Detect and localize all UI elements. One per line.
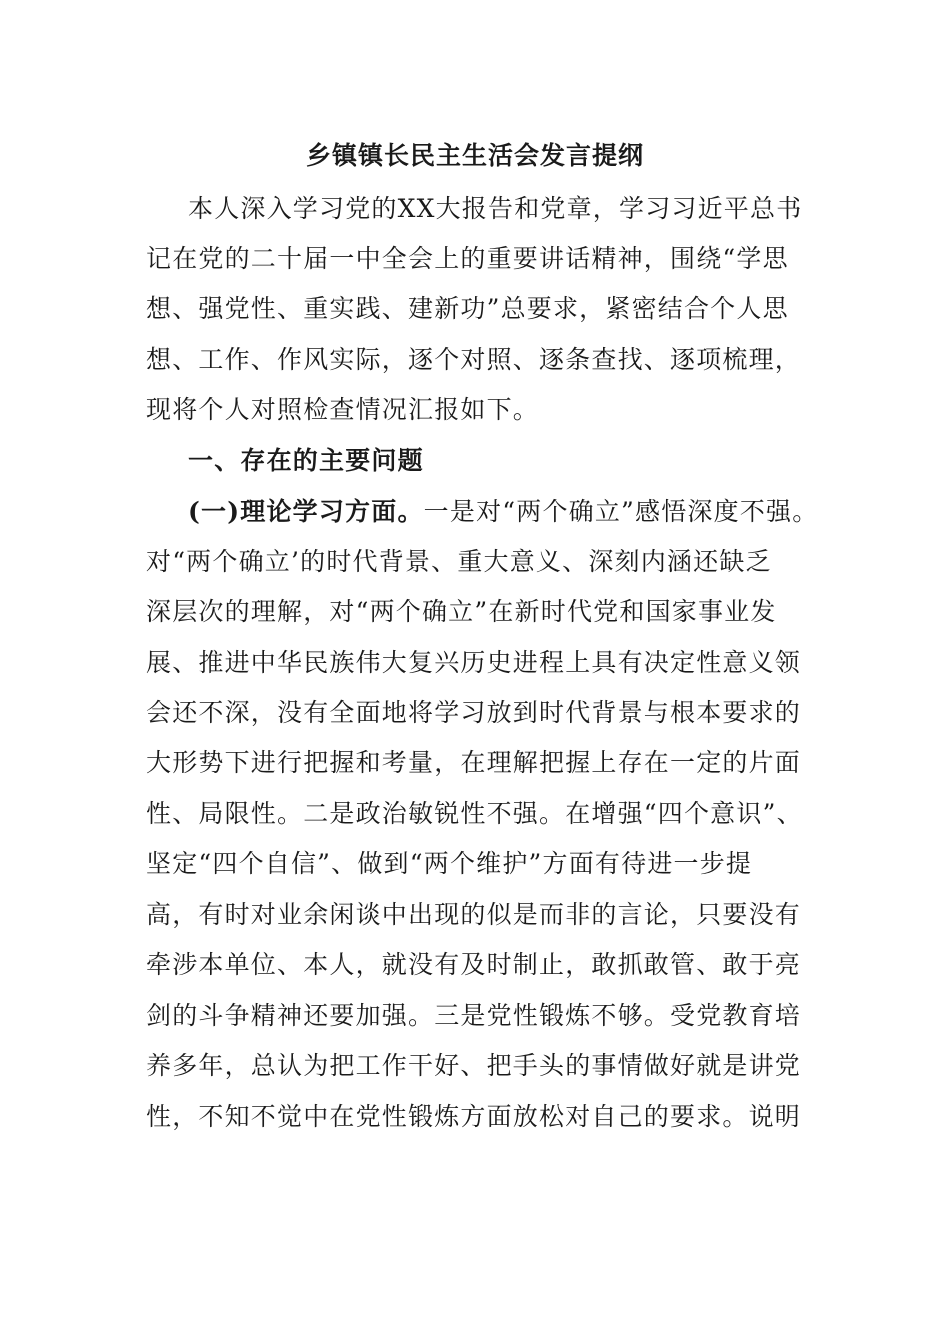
body-line: 养多年，总认为把工作干好、把手头的事情做好就是讲党 [146, 1051, 802, 1080]
body-line: 性、局限性。二是政治敏锐性不强。在增强“四个意识”、 [146, 799, 803, 828]
section-heading: 一、存在的主要问题 [188, 446, 424, 475]
intro-line: 想、工作、作风实际，逐个对照、逐条查找、逐项梳理， [146, 345, 802, 374]
body-line: 坚定“四个自信”、做到“两个维护”方面有待进一步提 [146, 849, 753, 878]
subsection-first-line-text: 一是对“两个确立”感悟深度不强。 [423, 497, 819, 526]
intro-line: 想、强党性、重实践、建新功”总要求，紧密结合个人思 [146, 294, 789, 323]
body-line: 深层次的理解，对“两个确立”在新时代党和国家事业发 [146, 597, 777, 626]
body-line: 剑的斗争精神还要加强。三是党性锻炼不够。受党教育培 [146, 1001, 802, 1030]
intro-line: 现将个人对照检查情况汇报如下。 [146, 395, 540, 424]
body-line: 对“两个确立’的时代背景、重大意义、深刻内涵还缺乏 [146, 547, 772, 576]
subsection-first-line [188, 494, 818, 530]
body-line: 会还不深，没有全面地将学习放到时代背景与根本要求的 [146, 698, 802, 727]
body-line: 展、推进中华民族伟大复兴历史进程上具有决定性意义领 [146, 648, 802, 677]
subsection-label: (一)理论学习方面。 [188, 497, 424, 526]
body-line: 高，有时对业余闲谈中出现的似是而非的言论，只要没有 [146, 900, 802, 929]
body-line: 大形势下进行把握和考量，在理解把握上存在一定的片面 [146, 748, 802, 777]
intro-line: 本人深入学习党的XX大报告和党章，学习习近平总书 [188, 194, 803, 223]
body-line: 性，不知不觉中在党性锻炼方面放松对自己的要求。说明 [146, 1102, 802, 1131]
intro-line: 记在党的二十届一中全会上的重要讲话精神，围绕“学思 [146, 244, 789, 273]
body-line: 牵涉本单位、本人，就没有及时制止，敢抓敢管、敢于亮 [146, 950, 802, 979]
document-title: 乡镇镇长民主生活会发言提纲 [305, 141, 644, 170]
